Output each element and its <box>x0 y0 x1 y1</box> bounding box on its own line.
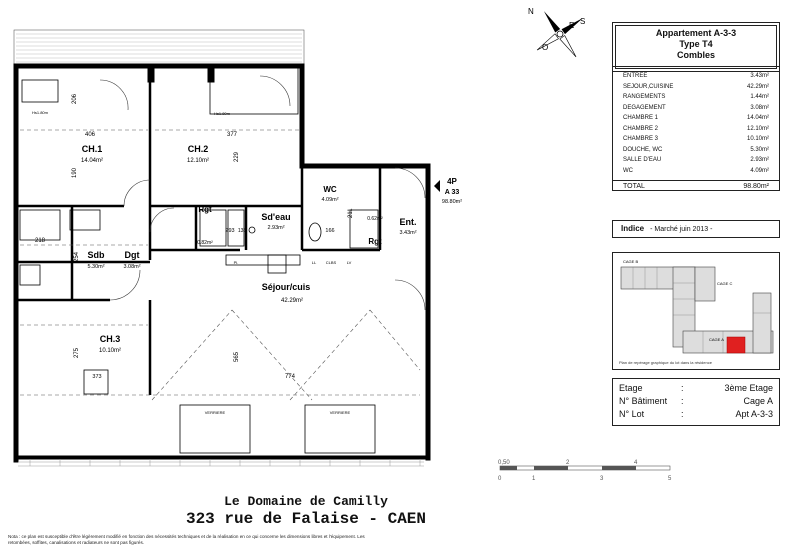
compass-rose-icon <box>528 7 585 59</box>
surface-label: SEJOUR,CUISINE <box>623 83 674 90</box>
surface-total-row <box>613 180 779 193</box>
room-dgt-name: Dgt <box>124 250 140 260</box>
scale-050: 0,50 <box>498 460 510 466</box>
surface-value: 2.93m² <box>750 157 769 163</box>
lot-info-sep: : <box>681 383 684 393</box>
room-sdeau-area: 2.93m² <box>267 225 285 231</box>
dim-166: 166 <box>325 228 335 234</box>
dim-206: 206 <box>72 93 78 104</box>
surface-row <box>613 82 779 93</box>
surface-value: 1.44m² <box>750 94 769 100</box>
compass-e: E <box>569 21 575 30</box>
lot-info-row <box>619 395 773 408</box>
scale-bar-drawing <box>496 458 676 484</box>
minimap-drawing <box>613 253 779 369</box>
lot-info-row <box>619 382 773 395</box>
lot-info-label: N° Lot <box>619 409 645 419</box>
lot-info-box <box>612 378 780 426</box>
hs-label-1: Hs1.80m <box>31 110 49 115</box>
room-ch1-name: CH.1 <box>81 144 103 154</box>
dim-406: 406 <box>84 132 96 138</box>
dim-138: 138 <box>237 228 247 234</box>
dim-373: 373 <box>92 374 102 380</box>
room-dgt-area: 3.08m² <box>123 264 141 270</box>
room-rgt1-area: 0.82m² <box>197 240 213 246</box>
surface-total-value: 98.80m² <box>743 183 769 190</box>
surface-row <box>613 155 779 166</box>
dim-229: 229 <box>234 151 240 162</box>
surface-label: WC <box>623 167 633 174</box>
minimap-note: Plan de repérage graphique du lot dans la résidence <box>619 360 712 365</box>
surface-total-label: TOTAL <box>623 183 645 190</box>
surface-value: 14.04m² <box>746 115 769 121</box>
indice-text: Marché juin 2013 - <box>654 226 713 233</box>
surface-value: 3.08m² <box>750 104 769 111</box>
room-ch2-name: CH.2 <box>187 144 209 154</box>
location-minimap <box>612 252 780 370</box>
lot-info-row <box>619 408 773 421</box>
roof-slope-lines <box>20 130 420 400</box>
room-rgt2-name: Rgt <box>368 237 382 246</box>
fittings <box>20 68 378 394</box>
surface-row <box>613 92 779 103</box>
lot-info-sep: : <box>681 396 684 406</box>
footer-note: Nota : ce plan est susceptible d'être légèrement modifié en fonction des nécessités techniques et de la réalisation en ce qui concerne les dimensions libres et l'équipement. Les retombées, soffites, canalisations et radiateurs ne sont pas figurés. <box>8 534 365 545</box>
minimap-cage-a: CAGE A <box>709 337 724 342</box>
apartment-name: Appartement A-3-3 <box>655 28 737 38</box>
hs-label-2: Hs1.80m <box>213 111 231 116</box>
room-wc-area: 4.09m² <box>321 197 339 203</box>
lot-info-label: N° Bâtiment <box>619 396 668 406</box>
balcony-hatch <box>18 459 424 466</box>
room-ch2-area: 12.10m² <box>186 158 210 164</box>
surface-label: CHAMBRE 3 <box>623 136 659 142</box>
skylight-label-2: VERRIERE <box>329 410 351 415</box>
room-sdb-name: Sdb <box>87 250 105 260</box>
entry-tag-line3: 98.80m² <box>441 199 463 205</box>
dim-377: 377 <box>226 132 238 138</box>
room-wc-name: WC <box>323 185 337 194</box>
lot-info-value: 3ème Etage <box>724 383 773 393</box>
skylight-label-1: VERRIERE <box>204 410 226 415</box>
indice-box <box>612 220 780 238</box>
surface-row <box>613 145 779 156</box>
kitchen-clbs: CLBS <box>325 260 337 265</box>
room-ch1-area: 14.04m² <box>80 158 104 164</box>
surface-value: 12.10m² <box>746 125 769 132</box>
kitchen-pl: Pl. <box>233 260 239 265</box>
surface-label: SALLE D'EAU <box>623 157 662 163</box>
scale-2: 2 <box>566 460 570 466</box>
surface-row <box>613 113 779 124</box>
indice-dash: - <box>650 226 653 233</box>
surface-label: ENTREE <box>623 73 648 79</box>
lot-info-value: Cage A <box>743 396 773 406</box>
dim-254: 254 <box>74 251 80 262</box>
room-ch3-name: CH.3 <box>99 334 121 344</box>
interior-walls <box>16 80 380 395</box>
kitchen-lv: LV <box>346 260 352 265</box>
scale-bar <box>496 458 676 484</box>
indice-label: Indice <box>621 224 645 233</box>
surface-value: 42.29m² <box>746 83 769 90</box>
entry-tag-line1: 4P <box>447 177 457 186</box>
surface-label: DEGAGEMENT <box>623 104 666 111</box>
room-rgt2-area: 0.62m² <box>367 216 383 222</box>
compass-n: N <box>528 7 534 16</box>
room-ch3-area: 10.10m² <box>98 348 122 354</box>
dim-218: 218 <box>34 238 46 244</box>
surface-value: 10.10m² <box>746 136 769 142</box>
scale-3: 3 <box>600 476 604 482</box>
surface-row <box>613 124 779 135</box>
entry-tag <box>434 177 462 205</box>
compass-o: O <box>542 43 549 52</box>
apartment-level: Combles <box>676 50 715 60</box>
surface-value: 5.30m² <box>750 146 769 153</box>
lot-info-sep: : <box>681 409 684 419</box>
dim-774: 774 <box>284 374 296 380</box>
minimap-cage-c: CAGE C <box>717 281 733 286</box>
dim-190: 190 <box>72 167 78 178</box>
lot-info-label: Etage <box>619 383 643 393</box>
kitchen-ll: LL <box>311 260 317 265</box>
surface-row <box>613 103 779 114</box>
room-ent-name: Ent. <box>399 217 417 227</box>
dim-275: 275 <box>74 347 80 358</box>
scale-5: 5 <box>668 476 672 482</box>
surface-row <box>613 166 779 177</box>
apartment-type: Type T4 <box>679 39 713 49</box>
surface-value: 4.09m² <box>750 167 769 174</box>
dim-293: 293 <box>225 228 235 234</box>
roof-hatch <box>14 30 304 66</box>
surface-label: DOUCHE, WC <box>623 146 663 153</box>
surfaces-table <box>612 66 780 191</box>
surface-label: RANGEMENTS <box>623 94 666 100</box>
surface-row <box>613 71 779 82</box>
room-sejour-name: Séjour/cuis <box>261 282 311 292</box>
footer-address: 323 rue de Falaise - CAEN <box>185 510 427 528</box>
dim-565: 565 <box>234 351 240 362</box>
apartment-title-block <box>612 22 780 72</box>
scale-1: 1 <box>532 476 536 482</box>
compass-s: S <box>580 17 586 26</box>
room-sdeau-name: Sd'eau <box>261 212 291 222</box>
scale-0: 0 <box>498 476 502 482</box>
scale-4: 4 <box>634 460 638 466</box>
room-rgt1-name: Rgt <box>198 205 212 214</box>
entry-tag-line2: A 33 <box>444 189 460 196</box>
room-ent-area: 3.43m² <box>399 230 417 236</box>
surface-value: 3.43m² <box>750 73 769 79</box>
footer-residence-name: Le Domaine de Camilly <box>224 494 388 509</box>
lot-info-value: Apt A-3-3 <box>735 409 773 419</box>
minimap-highlight <box>727 337 745 353</box>
surface-row <box>613 134 779 145</box>
surface-label: CHAMBRE 2 <box>623 125 659 132</box>
room-sejour-area: 42.29m² <box>280 298 304 304</box>
surface-label: CHAMBRE 1 <box>623 115 659 121</box>
dim-211: 211 <box>348 208 354 218</box>
minimap-cage-b: CAGE B <box>623 259 639 264</box>
room-sdb-area: 5.30m² <box>87 264 105 270</box>
